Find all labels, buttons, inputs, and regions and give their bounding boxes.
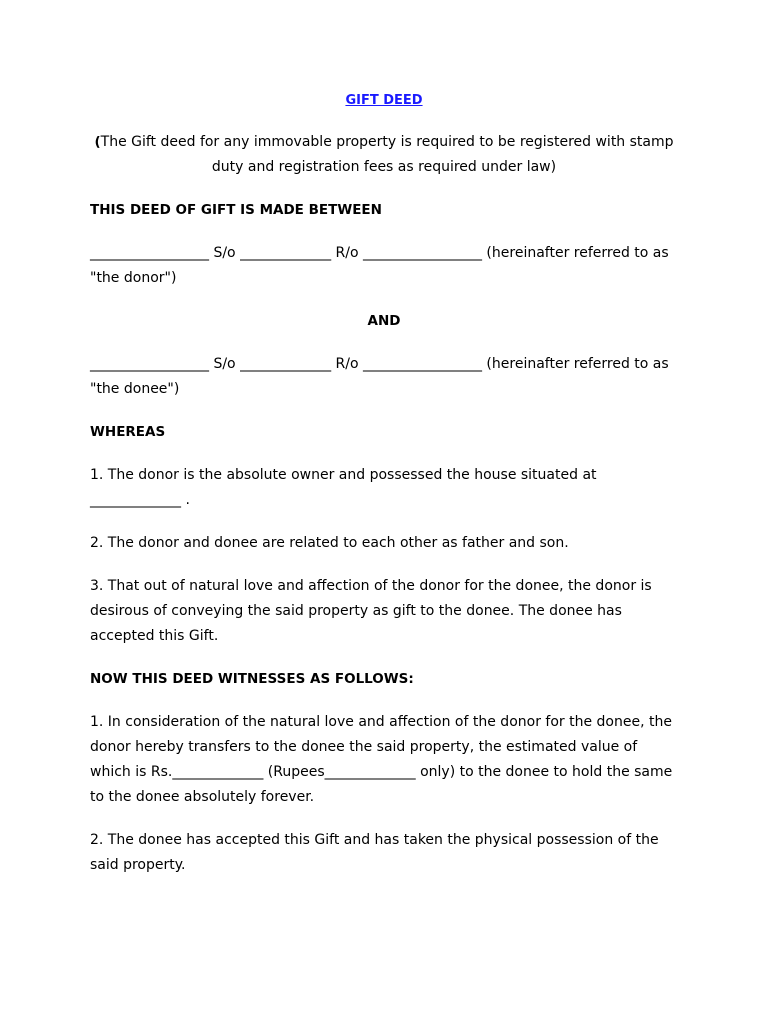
document-title xyxy=(90,91,678,111)
witness-heading: NOW THIS DEED WITNESSES AS FOLLOWS: xyxy=(90,671,414,687)
witness-item-2: 2. The donee has accepted this Gift and has taken the physical possession of the said property. xyxy=(90,832,659,873)
title-link[interactable]: GIFT DEED xyxy=(345,93,423,108)
whereas-item-2: 2. The donor and donee are related to each other as father and son. xyxy=(90,535,569,551)
donee-line: _________________ S/o _____________ R/o _________________ (hereinafter referred to as "the donee") xyxy=(90,356,669,397)
whereas-item-1: 1. The donor is the absolute owner and possessed the house situated at _____________ . xyxy=(90,467,597,508)
witness-item-1: 1. In consideration of the natural love and affection of the donor for the donee, the donor hereby transfers to the donee the said property, the estimated value of which is Rs._____________ (Rupees_____________ only) to the donee to hold the same to the donee absolutely forever. xyxy=(90,714,673,805)
and-label: AND xyxy=(367,313,401,329)
note-open-paren: ( xyxy=(94,134,101,150)
intro-heading: THIS DEED OF GIFT IS MADE BETWEEN xyxy=(90,202,382,218)
note-text: The Gift deed for any immovable property is required to be registered with stamp duty and registration fees as required under law) xyxy=(100,134,674,175)
whereas-item-3: 3. That out of natural love and affection of the donor for the donee, the donor is desirous of conveying the said property as gift to the donee. The donee has accepted this Gift. xyxy=(90,578,652,644)
donor-line: _________________ S/o _____________ R/o _________________ (hereinafter referred to as "the donor") xyxy=(90,245,669,286)
registration-note xyxy=(90,130,678,180)
whereas-heading: WHEREAS xyxy=(90,424,166,440)
